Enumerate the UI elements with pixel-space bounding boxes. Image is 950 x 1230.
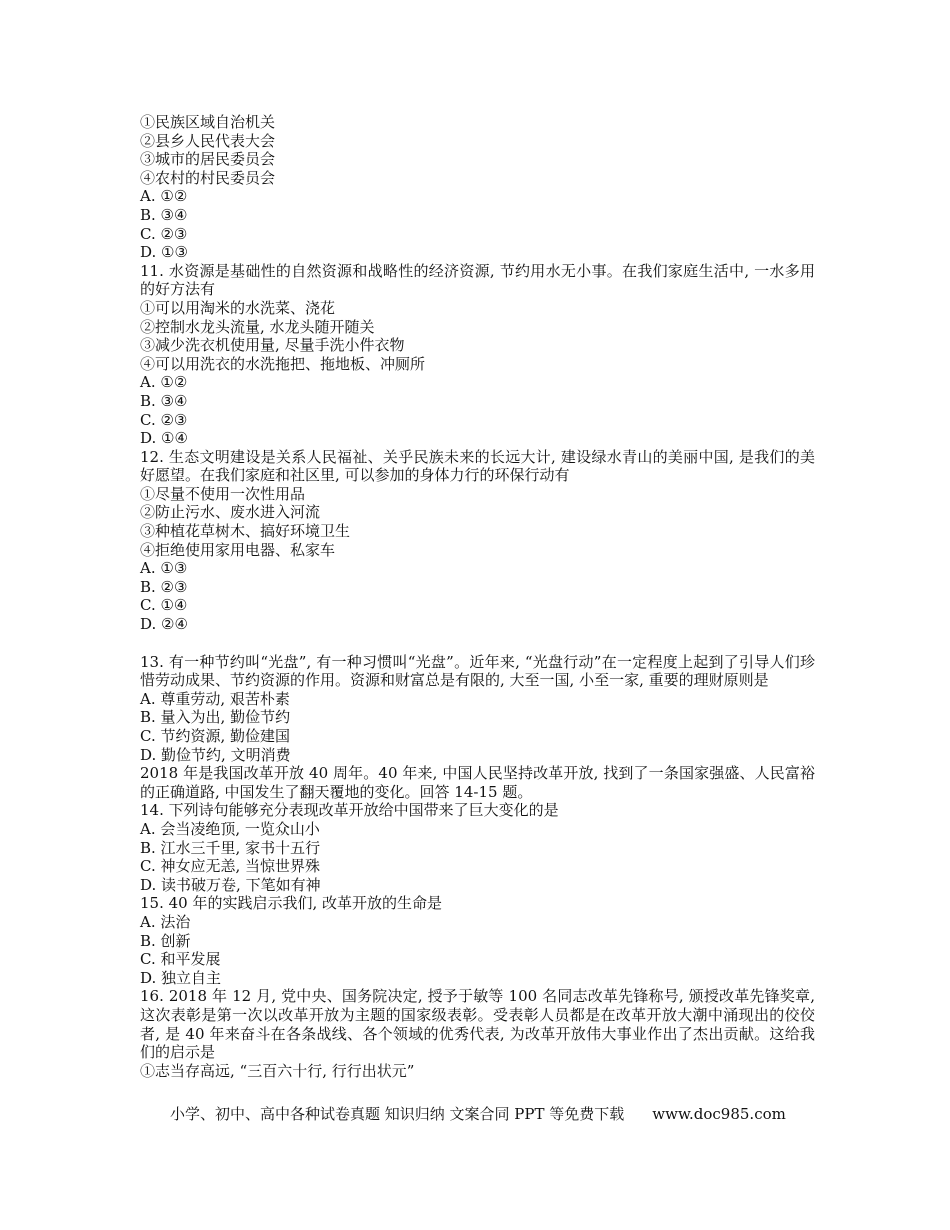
question-paragraph: 11. 水资源是基础性的自然资源和战略性的经济资源, 节约用水无小事。在我们家庭生活中, 一水多用的好方法有 xyxy=(140,261,815,299)
question-paragraph: 2018 年是我国改革开放 40 周年。40 年来, 中国人民坚持改革开放, 找到了一条国家强盛、人民富裕的正确道路, 中国发生了翻天覆地的变化。回答 14-15 题。 xyxy=(140,764,815,801)
text-line: C. ①④ xyxy=(140,596,188,615)
text-line: B. ②③ xyxy=(140,577,188,596)
text-line: C. 节约资源, 勤俭建国 xyxy=(140,727,291,745)
text-line: A. 会当凌绝顶, 一览众山小 xyxy=(140,819,320,838)
page-footer xyxy=(170,1103,786,1124)
text-line: ②防止污水、废水进入河流 xyxy=(140,503,321,522)
text-line: B. 量入为出, 勤俭节约 xyxy=(140,708,291,727)
text-line: ④农村的村民委员会 xyxy=(140,168,276,187)
text-line: C. ②③ xyxy=(140,410,188,429)
text-line: B. 创新 xyxy=(140,931,191,950)
text-line: B. ③④ xyxy=(140,205,188,224)
text-line: A. ①③ xyxy=(140,559,188,578)
text-line: C. ②③ xyxy=(140,224,188,243)
text-line: D. 独立自主 xyxy=(140,968,222,987)
text-line: A. 法治 xyxy=(140,912,191,931)
text-line: D. 勤俭节约, 文明消费 xyxy=(140,745,291,764)
text-line: ②县乡人民代表大会 xyxy=(140,131,276,150)
text-line: ①尽量不使用一次性用品 xyxy=(140,484,306,503)
question-paragraph: 12. 生态文明建设是关系人民福祉、关乎民族未来的长远大计, 建设绿水青山的美丽中国, 是我们的美好愿望。在我们家庭和社区里, 可以参加的身体力行的环保行动有 xyxy=(140,447,815,485)
text-line: D. ①③ xyxy=(140,243,188,262)
text-line: ①志当存高远, “三百六十行, 行行出状元” xyxy=(140,1061,415,1080)
text-line: A. ①② xyxy=(140,373,188,392)
text-line: ①民族区域自治机关 xyxy=(140,113,276,131)
text-line: ②控制水龙头流量, 水龙头随开随关 xyxy=(140,317,375,336)
text-line: C. 神女应无恙, 当惊世界殊 xyxy=(140,857,321,876)
text-line: B. ③④ xyxy=(140,391,188,410)
text-line: ④可以用洗衣的水洗拖把、拖地板、冲厕所 xyxy=(140,354,426,373)
text-line: 15. 40 年的实践启示我们, 改革开放的生命是 xyxy=(140,894,443,913)
text-line: D. ①④ xyxy=(140,429,188,448)
text-line: B. 江水三千里, 家书十五行 xyxy=(140,838,321,857)
text-line: D. 读书破万卷, 下笔如有神 xyxy=(140,875,321,894)
text-line: A. 尊重劳动, 艰苦朴素 xyxy=(140,689,290,708)
footer-url: www.doc985.com xyxy=(652,1105,786,1123)
question-paragraph: 16. 2018 年 12 月, 党中央、国务院决定, 授予于敏等 100 名同志改革先锋称号, 颁授改革先锋奖章, 这次表彰是第一次以改革开放为主题的国家级表彰。受表彰人员都是在改革开放大潮中涌现出的佼佼者, 是 40 年来奋斗在各条战线、各个领域的优秀代表, 为改革开放伟大事业作出了杰出贡献。这给我们的启示是 xyxy=(140,987,815,1062)
text-line: ③城市的居民委员会 xyxy=(140,150,276,169)
blank-line xyxy=(140,634,815,653)
text-line: 14. 下列诗句能够充分表现改革开放给中国带来了巨大变化的是 xyxy=(140,801,559,820)
footer-text: 小学、初中、高中各种试卷真题 知识归纳 文案合同 PPT 等免费下载 xyxy=(170,1105,625,1123)
text-line: D. ②④ xyxy=(140,615,188,634)
text-line: A. ①② xyxy=(140,187,188,206)
document-body xyxy=(140,113,815,1080)
text-line: ①可以用淘米的水洗菜、浇花 xyxy=(140,298,336,317)
text-line: ③种植花草树木、搞好环境卫生 xyxy=(140,522,351,541)
text-line: C. 和平发展 xyxy=(140,950,221,969)
text-line: ③减少洗衣机使用量, 尽量手洗小件衣物 xyxy=(140,336,405,355)
question-paragraph: 13. 有一种节约叫“光盘”, 有一种习惯叫“光盘”。近年来, “光盘行动”在一定程度上起到了引导人们珍惜劳动成果、节约资源的作用。资源和财富总是有限的, 大至一国, 小至一家, 重要的理财原则是 xyxy=(140,652,815,690)
text-line: ④拒绝使用家用电器、私家车 xyxy=(140,540,336,559)
